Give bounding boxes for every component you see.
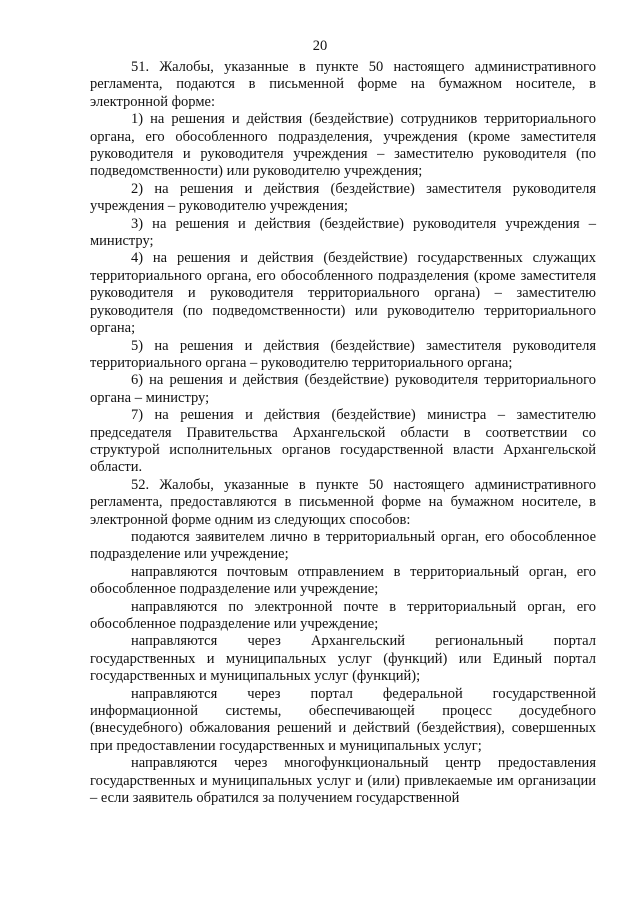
document-body [90,59,596,807]
paragraph-51-item-5: 5) на решения и действия (бездействие) заместителя руководителя территориального органа – руководителю территориального органа; [90,337,596,371]
paragraph-52-method-email: направляются по электронной почте в территориальный орган, его обособленное подразделение или учреждение; [90,598,596,632]
page-number: 20 [312,38,328,54]
paragraph-51-item-6: 6) на решения и действия (бездействие) руководителя территориального органа – министру; [90,372,596,406]
paragraph-51: 51. Жалобы, указанные в пункте 50 настоящего административного регламента, подаются в письменной форме на бумажном носителе, в электронной форме: [90,59,596,110]
paragraph-52-method-mfc: направляются через многофункциональный центр предоставления государственных и муниципальных услуг и (или) привлекаемые им организации – если заявитель обратился за получением государственной [90,755,596,807]
paragraph-51-item-3: 3) на решения и действия (бездействие) руководителя учреждения – министру; [90,215,596,250]
paragraph-52-method-federal-portal: направляются через портал федеральной государственной информационной системы, обеспечивающей процесс досудебного (внесудебного) обжалования решений и действий (бездействия), совершенных при предоставлении государственных и муниципальных услуг; [90,685,596,754]
paragraph-52-method-post: направляются почтовым отправлением в территориальный орган, его обособленное подразделение или учреждение; [90,563,596,598]
paragraph-52-method-regional-portal: направляются через Архангельский региональный портал государственных и муниципальных услуг (функций) или Единый портал государственных и муниципальных услуг (функций); [90,633,596,685]
paragraph-51-item-4: 4) на решения и действия (бездействие) государственных служащих территориального органа, его обособленного подразделения (кроме заместителя руководителя и руководителя территориального органа) – заместителю руководителя (по подведомственности) или руководителю территориального органа; [90,250,596,337]
paragraph-52: 52. Жалобы, указанные в пункте 50 настоящего административного регламента, предоставляются в письменной форме на бумажном носителе, в электронной форме одним из следующих способов: [90,476,596,528]
paragraph-51-item-1: 1) на решения и действия (бездействие) сотрудников территориального органа, его обособленного подразделения, учреждения (кроме заместителя руководителя и руководителя учреждения – заместителю руководителя (по подведомственности) или руководителю учреждения; [90,111,596,180]
paragraph-52-method-in-person: подаются заявителем лично в территориальный орган, его обособленное подразделение или учреждение; [90,528,596,563]
paragraph-51-item-2: 2) на решения и действия (бездействие) заместителя руководителя учреждения – руководителю учреждения; [90,180,596,215]
paragraph-51-item-7: 7) на решения и действия (бездействие) министра – заместителю председателя Правительства Архангельской области в соответствии со структурой исполнительных органов государственной власти Архангельской области. [90,407,596,476]
